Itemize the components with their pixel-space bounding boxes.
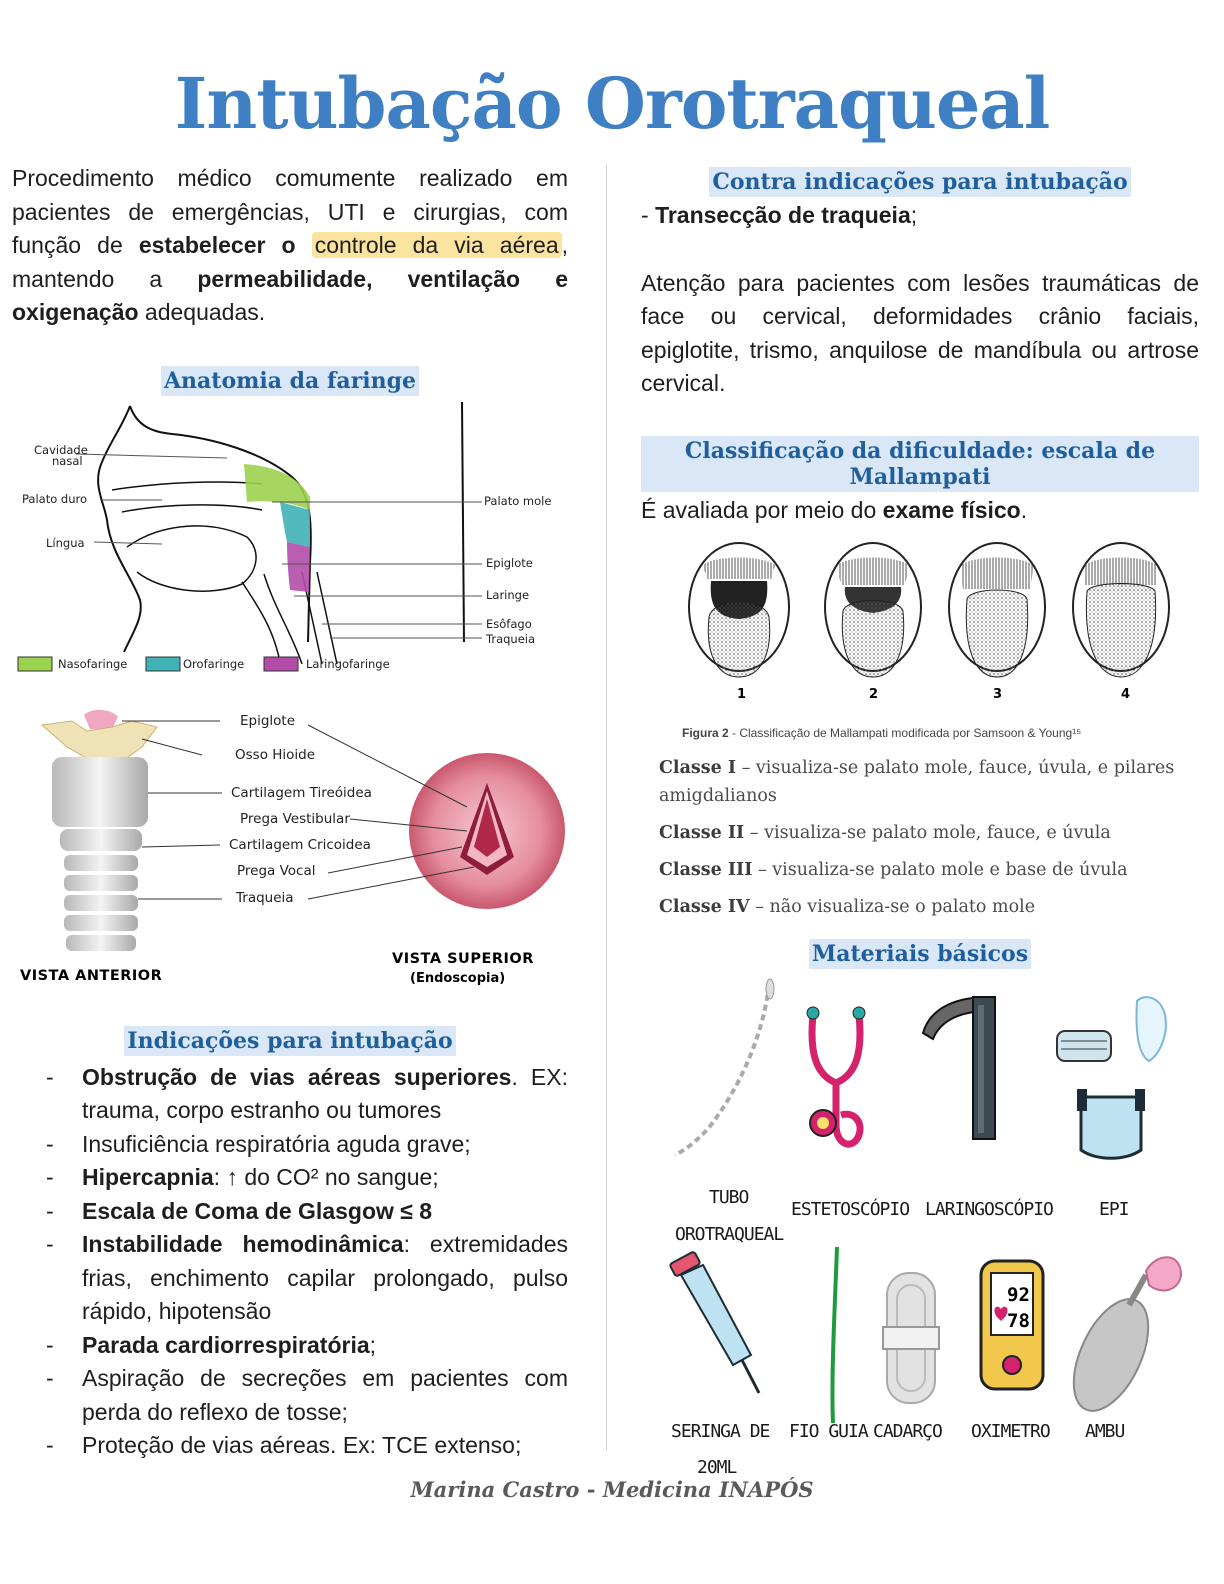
legend-swatch-oro (146, 657, 180, 671)
figure-caption-label: Figura 2 (682, 726, 729, 740)
indicacao-bold: Hipercapnia (82, 1164, 214, 1190)
seringa-label-2: 20ML (697, 1457, 737, 1478)
mallampati-class (659, 754, 1199, 810)
tubo-label-2: OROTRAQUEAL (675, 1224, 784, 1245)
lar-label-prega-vocal: Prega Vocal (237, 862, 316, 879)
indicacao-item (12, 1128, 568, 1162)
tubo-label-1: TUBO (709, 1187, 749, 1208)
contra-item-bold: Transecção de traqueia (655, 202, 911, 228)
oximetro-icon (981, 1261, 1043, 1389)
left-column (12, 162, 568, 1463)
mallampati-intro-text: É avaliada por meio do (641, 496, 883, 523)
mallampati-num-3: 3 (993, 687, 1003, 702)
mallampati-class-name: Classe I (659, 758, 737, 778)
mallampati-heading: Classificação da dificuldade: escala de Mallampati (641, 436, 1199, 492)
intro-paragraph (12, 162, 568, 330)
contra-item-end: ; (910, 202, 918, 228)
list-dash: - (46, 1432, 54, 1458)
footer-signature: Marina Castro - Medicina INAPÓS (410, 1477, 814, 1502)
indicacao-item (12, 1362, 568, 1429)
endoscopia-label: (Endoscopia) (410, 970, 506, 986)
lar-label-hioide: Osso Hioide (235, 746, 316, 763)
indicacoes-list (12, 1061, 568, 1463)
ambu-label: AMBU (1085, 1421, 1125, 1442)
tubo-orotraqueal-icon (675, 979, 774, 1155)
indicacoes-heading: Indicações para intubação (124, 1026, 455, 1056)
mallampati-class-name: Classe II (659, 823, 745, 843)
fio-guia-icon (832, 1247, 837, 1423)
mallampati-num-1: 1 (737, 687, 747, 702)
mallampati-figure (641, 537, 1199, 712)
label-cavidade-1: Cavidade (34, 442, 88, 457)
mallampati-num-2: 2 (869, 687, 879, 702)
mallampati-mouth-2 (825, 543, 921, 677)
label-esofago: Esôfago (486, 616, 532, 631)
list-dash: - (46, 1164, 54, 1190)
oximetro-label: OXIMETRO (971, 1421, 1050, 1442)
intro-highlight: controle da via aérea (312, 232, 562, 258)
larynx-diagram (12, 707, 568, 1002)
mallampati-intro-bold: exame físico (882, 496, 1021, 523)
lar-label-traqueia: Traqueia (236, 889, 294, 906)
indicacao-bold: Parada cardiorrespiratória (82, 1331, 370, 1358)
mallampati-classes (641, 754, 1199, 921)
list-dash: - (46, 1130, 54, 1157)
indicacao-item (12, 1429, 568, 1463)
mallampati-mouth-4 (1073, 543, 1169, 677)
mallampati-mouth-3 (949, 543, 1045, 677)
label-laringe: Laringe (486, 587, 530, 602)
indicacao-text: Proteção de vias aéreas. Ex: TCE extenso; (82, 1432, 522, 1458)
mallampati-mouth-1 (689, 543, 789, 677)
oximetro-value-2: 78 (1007, 1310, 1030, 1332)
mallampati-class (659, 856, 1199, 884)
mallampati-intro-end: . (1020, 496, 1028, 523)
vista-superior: VISTA SUPERIOR (392, 950, 534, 967)
lar-label-epiglote: Epiglote (240, 712, 296, 729)
epi-label: EPI (1099, 1199, 1129, 1220)
legend-laringo: Laringofaringe (306, 656, 390, 671)
seringa-label-1: SERINGA DE (671, 1421, 770, 1442)
legend-oro: Orofaringe (183, 656, 245, 671)
list-dash: - (46, 1365, 54, 1391)
contra-dash: - (641, 202, 656, 228)
mallampati-class-desc: – visualiza-se palato mole e base de úvula (752, 860, 1128, 880)
intro-text-3: adequadas. (138, 299, 266, 325)
contra-heading: Contra indicações para intubação (709, 167, 1130, 197)
legend-swatch-laringo (264, 657, 298, 671)
indicacao-text: Aspiração de secreções em pacientes com perda do reflexo de tosse; (82, 1365, 568, 1425)
list-dash: - (46, 1197, 54, 1224)
contra-item (641, 199, 1199, 233)
mallampati-class (659, 819, 1199, 847)
indicacao-text: Insuficiência respiratória aguda grave; (82, 1130, 471, 1157)
indicacao-text: : extremidades frias, enchimento capilar prolongado, pulso rápido, hipotensão (82, 1231, 568, 1324)
label-epiglote: Epiglote (486, 555, 533, 570)
page-title: Intubação Orotraqueal (174, 62, 1050, 145)
pharynx-diagram (12, 402, 568, 677)
mallampati-class-name: Classe III (659, 860, 753, 880)
cadarco-label: CADARÇO (873, 1421, 942, 1442)
lar-label-cricoidea: Cartilagem Cricoidea (229, 836, 371, 853)
label-traqueia: Traqueia (486, 631, 536, 646)
seringa-icon (669, 1251, 759, 1393)
indicacao-item (12, 1195, 568, 1229)
mallampati-class-desc: – não visualiza-se o palato mole (749, 897, 1036, 917)
estetoscopio-icon (807, 1007, 865, 1144)
oximetro-value-1: 92 (1007, 1284, 1030, 1306)
indicacao-text: ; (369, 1331, 377, 1358)
indicacao-item (12, 1228, 568, 1329)
laringoscopio-label: LARINGOSCÓPIO (925, 1199, 1053, 1220)
indicacao-bold: Obstrução de vias aéreas superiores (82, 1063, 512, 1090)
intro-bold-2: permeabilidade, ventilação e oxigenação (12, 265, 568, 325)
legend-swatch-naso (18, 657, 52, 671)
indicacao-item (12, 1329, 568, 1363)
right-column (641, 162, 1199, 1490)
mallampati-class-desc: – visualiza-se palato mole, fauce, úvula, e pilares amigdalianos (659, 758, 1175, 806)
label-cavidade-2: nasal (52, 453, 83, 468)
epi-icon (1057, 997, 1166, 1158)
label-palato-duro: Palato duro (22, 491, 88, 506)
vista-anterior: VISTA ANTERIOR (20, 967, 163, 984)
estetoscopio-label: ESTETOSCÓPIO (791, 1199, 910, 1220)
lar-label-vestibular: Prega Vestibular (240, 810, 350, 827)
indicacao-bold: Escala de Coma de Glasgow ≤ 8 (82, 1197, 433, 1224)
indicacao-bold: Instabilidade hemodinâmica (82, 1231, 404, 1257)
indicacao-text: . EX: trauma, corpo estranho ou tumores (82, 1063, 568, 1123)
figure-caption-text: - Classificação de Mallampati modificada por Samsoon & Young¹⁵ (728, 726, 1082, 740)
indicacao-item (12, 1161, 568, 1195)
anatomia-heading: Anatomia da faringe (161, 366, 419, 396)
mallampati-class-name: Classe IV (659, 897, 750, 917)
list-dash: - (46, 1231, 54, 1257)
list-dash: - (46, 1331, 54, 1358)
intro-text-2: , mantendo a (12, 232, 569, 292)
fio-guia-label: FIO GUIA (789, 1421, 868, 1442)
label-palato-mole: Palato mole (484, 493, 552, 508)
cadarco-icon (883, 1273, 939, 1403)
mallampati-class-desc: – visualiza-se palato mole, fauce, e úvula (744, 823, 1111, 843)
intro-bold-1: estabelecer o (138, 232, 296, 258)
legend-naso: Nasofaringe (58, 656, 128, 671)
lar-label-tireoidea: Cartilagem Tireóidea (231, 784, 372, 801)
intro-text-1: Procedimento médico comumente realizado em pacientes de emergências, UTI e cirurgias, com função de (12, 165, 568, 258)
figure-caption (682, 726, 1199, 740)
list-dash: - (46, 1063, 54, 1090)
column-divider (606, 165, 607, 1450)
materiais-figure (641, 975, 1199, 1490)
mallampati-intro (641, 494, 1199, 528)
materiais-heading: Materiais básicos (809, 939, 1031, 969)
mallampati-num-4: 4 (1121, 687, 1131, 702)
mallampati-class (659, 893, 1199, 921)
indicacao-text: : ↑ do CO² no sangue; (213, 1164, 439, 1190)
indicacao-item (12, 1061, 568, 1128)
ambu-icon (1058, 1257, 1181, 1422)
label-lingua: Língua (46, 535, 85, 550)
contra-atencao: Atenção para pacientes com lesões traumáticas de face ou cervical, deformidades crânio faciais, epiglotite, trismo, anquilose de mandíbula ou artrose cervical. (641, 269, 1199, 396)
laringoscopio-icon (923, 997, 995, 1139)
